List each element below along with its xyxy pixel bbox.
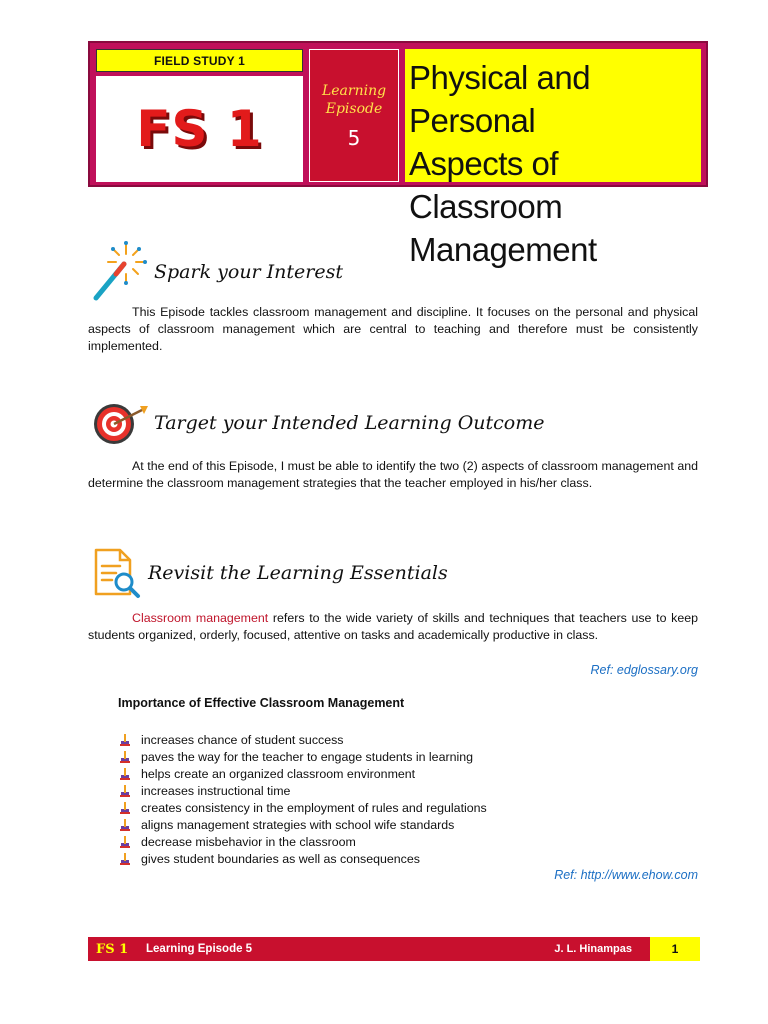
bullet-text: paves the way for the teacher to engage students in learning — [141, 749, 474, 764]
revisit-paragraph — [88, 610, 698, 644]
target-text: At the end of this Episode, I must be able to identify the two (2) aspects of classroom management and determine the classroom management strategies that the teacher employed in his/her class. — [88, 459, 698, 490]
footer-fs-label: FS 1 — [96, 941, 129, 957]
list-item — [118, 850, 487, 867]
importance-subheading: Importance of Effective Classroom Management — [118, 696, 405, 710]
page-footer — [88, 937, 700, 961]
target-icon — [92, 400, 148, 446]
section-spark-heading — [90, 240, 343, 304]
page-title-line-3: Management — [409, 231, 597, 268]
footer-episode: Learning Episode 5 — [146, 943, 253, 955]
list-item — [118, 782, 487, 799]
bullet-pushpin-icon — [118, 750, 132, 764]
bullet-text: increases instructional time — [141, 783, 291, 798]
bullet-pushpin-icon — [118, 801, 132, 815]
bullet-pushpin-icon — [118, 733, 132, 747]
reference-ehow: Ref: http://www.ehow.com — [554, 868, 698, 882]
page-number: 1 — [650, 937, 700, 961]
bullet-text: aligns management strategies with school wife standards — [141, 817, 455, 832]
episode-box — [309, 49, 399, 182]
section-title-spark: Spark your Interest — [154, 261, 344, 283]
bullet-text: increases chance of student success — [141, 732, 344, 747]
bullet-text: helps create an organized classroom environment — [141, 766, 416, 781]
page-title-line-1: Physical and Personal — [409, 59, 591, 139]
target-paragraph — [88, 458, 698, 492]
section-revisit-heading — [92, 546, 448, 600]
section-title-target: Target your Intended Learning Outcome — [154, 412, 545, 434]
section-title-revisit: Revisit the Learning Essentials — [148, 562, 448, 584]
term-highlight: Classroom management — [132, 611, 269, 625]
fs-logo-text: FS 1 — [136, 100, 263, 158]
section-target-heading — [92, 400, 545, 446]
footer-bar — [88, 937, 650, 961]
bullet-text: gives student boundaries as well as consequences — [141, 851, 420, 866]
fs-logo-box — [96, 76, 303, 182]
list-item — [118, 833, 487, 850]
list-item — [118, 816, 487, 833]
spark-paragraph — [88, 304, 698, 355]
document-magnifier-icon — [92, 546, 142, 600]
list-item — [118, 748, 487, 765]
bullet-pushpin-icon — [118, 784, 132, 798]
importance-list — [118, 731, 487, 867]
bullet-text: decrease misbehavior in the classroom — [141, 834, 356, 849]
reference-edglossary: Ref: edglossary.org — [590, 663, 698, 677]
title-box — [405, 49, 701, 268]
bullet-pushpin-icon — [118, 852, 132, 866]
episode-label: Learning Episode — [321, 82, 387, 117]
field-study-tag: FIELD STUDY 1 — [96, 49, 303, 72]
list-item — [118, 765, 487, 782]
bullet-pushpin-icon — [118, 767, 132, 781]
revisit-text: refers to the wide variety of skills and techniques that teachers use to keep students organized, orderly, focused, attentive on tasks and academically productive in class. — [88, 611, 698, 642]
header-banner — [88, 41, 708, 268]
sparkler-icon — [90, 240, 148, 304]
list-item — [118, 731, 487, 748]
list-item — [118, 799, 487, 816]
footer-author: J. L. Hinampas — [554, 943, 632, 955]
bullet-pushpin-icon — [118, 835, 132, 849]
spark-text: This Episode tackles classroom management and discipline. It focuses on the personal and physical aspects of classroom management which are central to teaching and therefore must be consistently implemented. — [88, 305, 698, 353]
episode-number: 5 — [347, 125, 361, 150]
bullet-text: creates consistency in the employment of rules and regulations — [141, 800, 487, 815]
bullet-pushpin-icon — [118, 818, 132, 832]
page-title-line-2: Aspects of Classroom — [409, 145, 563, 225]
